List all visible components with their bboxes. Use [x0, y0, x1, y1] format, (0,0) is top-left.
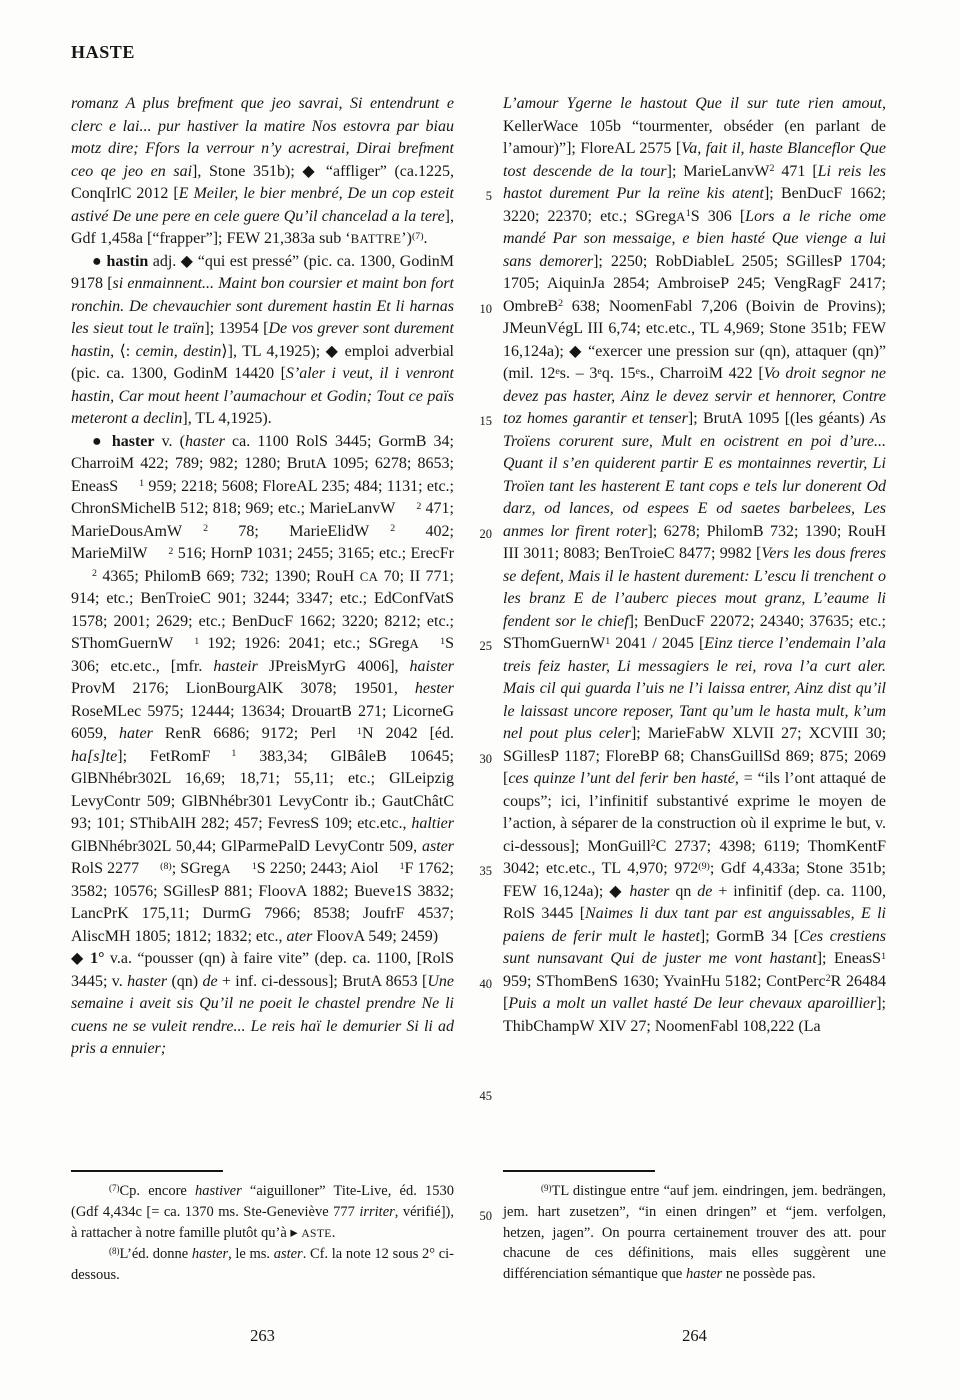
gutter-line-number: 45	[479, 1089, 492, 1103]
gutter-line-number: 50	[479, 1209, 492, 1223]
gutter-line-number: 40	[479, 977, 492, 991]
footnote-separator	[71, 1170, 223, 1172]
left-page-number: 263	[250, 1326, 275, 1345]
footnote-7: (7)Cp. encore hastiver “aiguilloner” Tite-Live, éd. 1530 (Gdf 4,434c [= ca. 1370 ms. Ste-Geneviève 777 irriter, vérifié]), à rattacher à notre famille plutôt qu’à ▸ ASTE.	[71, 1182, 455, 1241]
footnote-8: (8)L’éd. donne haster, le ms. aster. Cf. la note 12 sous 2° ci-dessous.	[71, 1246, 454, 1284]
right-continuation-paragraph: L’amour Ygerne le hastout Que il sur tute rien amout, KellerWace 105b “tourmenter, obséder (en parlant de l’amour)”]; FloreAL 2575 [Va, fait il, haste Blanceflor Que tost descende de la tour]; MarieLanvW2 471 [Li reis les hastot durement Pur la reïne kis atent]; BenDucF 1662; 3220; 22370; etc.; SGregA1S 306 [Lors a le riche ome mandé Par son messaige, e bien hasté Que vienge a lui sans demorer]; 2250; RobDiableL 2505; SGillesP 1704; 1705; AiquinJa 2854; AmbroiseP 245; VengRagF 2417; OmbreB2 638; NoomenFabl 7,206 (Boivin de Provins); JMeunVégL III 6,74; etc.etc., TL 4,969; Stone 351b; FEW 16,124a); ◆ “exercer une pression sur (qn), attaquer (qn)” (mil. 12es. – 3eq. 15es., CharroiM 422 [Vo droit segnor ne devez pas haster, Ainz le devez servir et hennorer, Contre toz homes garantir et tenser]; BrutA 1095 [(les géants) As Troïens corurent sure, Mult en ocistrent en poi d’ure... Quant il s’en quiderent partir E es montainnes revertir, Li Troïen tant les hasterent E tant cops e tels lur donerent Od darz, od lances, od espees E od saetes barbelees, Les anmes lor firent roter]; 6278; PhilomB 732; 1390; RouH III 3011; 8083; BenTroieC 8477; 9982 [Vers les dous freres se defent, Mais il le hastent durement: L’escu li trenchent o les branz E de l’auberc pieces mout granz, L’eaume li fendent sor le chief]; BenDucF 22072; 24340; 37635; etc.; SThomGuernW1 2041 / 2045 [Einz tierce l’endemain l’ala treis feiz haster, Li messagiers le rei, rova l’a curt aler. Mais cil qui guarda l’uis ne l’i laissa entrer, Ainz dist qu’il le laissast uncore reposer, Tant qu’um le hasta mult, k’um nel pout plus celer]; MarieFabW XLVII 27; XCVIII 30; SGillesP 1187; FloreBP 68; ChansGuillSd 869; 875; 2069 [ces quinze l’unt del ferir ben hasté, = “ils l’ont attaqué de coups”; ici, l’infinitif substantivé exprime le moyen de l’action, à séparer de la construction où il exprime le but, v. ci-dessous]; MonGuill2C 2737; 4398; 6119; ThomKentF 3042; etc.etc., TL 4,970; 972(9); Gdf 4,433a; Stone 351b; FEW 16,124a); ◆ haster qn de + infinitif (dep. ca. 1100, RolS 3445 [Naimes li dux tant par est anguissables, E li paiens de ferir mult le hastet]; GormB 34 [Ces crestiens sunt nunsavant Qui de juster me vont hastant]; EneasS1 959; SThomBenS 1630; YvainHu 5182; ContPerc2R 26484 [Puis a molt un vallet hasté De leur chevaux aparoillier]; ThibChampW XIV 27; NoomenFabl 108,222 (La	[503, 95, 886, 1035]
gutter-line-number: 35	[479, 864, 492, 878]
entry-haster: ● haster v. (haster ca. 1100 RolS 3445; GormB 34; CharroiM 422; 789; 982; 1280; BrutA 1095; 6278; 8653; EneasS 1 959; 2218; 5608; FloreAL 235; 484; 1131; etc.; ChronSMichelB 512; 818; 969; etc.; MarieLanvW 2 471; MarieDousAmW 2 78; MarieElidW 2 402; MarieMilW 2 516; HornP 1031; 2455; 3165; etc.; ErecFr2 4365; PhilomB 669; 732; 1390; RouH CA 70; II 771; 914; etc.; BenTroieC 901; 3244; 3347; etc.; EdConfVatS 1578; 2001; 2629; etc.; BenDucF 1662; 3220; 8212; etc.; SThomGuernW 1 192; 1926: 2041; etc.; SGregA 1S 306; etc.etc., [mfr. hasteir JPreisMyrG 4006], haister ProvM 2176; LionBourgAlK 3078; 19501, hester RoseMLec 5975; 12444; 13634; DrouartB 271; LicorneG 6059, hater RenR 6686; 9172; Perl 1N 2042 [éd. ha[s]te]; FetRomF 1 383,34; GlBâleB 10645; GlBNhébr302L 16,69; 18,71; 55,11; etc.; GlLeipzig LevyContr 509; GlBNhébr301 LevyContr ib.; GautChâtC 93; 101; SThibAlH 282; 457; FevresS 109; etc.etc., haltier GlBNhébr302L 50,44; GlParmePalD LevyContr 509, aster RolS 2277 (8); SGregA 1S 2250; 2443; Aiol 1F 1762; 3582; 10576; SGillesP 881; FloovA 1882; Bueve1S 3832; LancPrK 175,11; DurmG 7966; 8538; JoufrF 4537; AliscMH 1805; 1812; 1832; etc., ater FloovA 549; 2459)	[71, 432, 454, 945]
footnote-separator	[503, 1170, 655, 1172]
gutter-line-number: 25	[479, 639, 492, 653]
entry-hastin: ● hastin adj. ◆ “qui est pressé” (pic. ca. 1300, GodinM 9178 [si enmainnent... Maint bon coursier et maint bon fort ronchin. De chevauchier sont durement hastin Et li harnas les sieut tout le traïn]; 13954 [De vos grever sont durement hastin, ⟨: cemin, destin⟩], TL 4,1925); ◆ emploi adverbial (pic. ca. 1300, GodinM 14420 [S’aler i veut, il i venront hastin, Car mout heent l’aumachour et Godin; Tout ce païs meteront a declin], TL 4,1925).	[71, 252, 454, 427]
left-column	[71, 93, 454, 1155]
gutter-line-number: 10	[479, 302, 492, 316]
gutter-line-number: 5	[485, 189, 492, 203]
sense-1-paragraph: ◆ 1° v.a. “pousser (qn) à faire vite” (dep. ca. 1100, [RolS 3445; v. haster (qn) de + inf. ci-dessous]; BrutA 8653 [Une semaine i aveit sis Qu’il ne poeit le chastel prendre Ne li cuens ne se vuleit rendre... Le reis haï le demurier Si li ad pris a ennuier;	[71, 950, 454, 1057]
right-footnote-list	[503, 1181, 886, 1285]
left-footnote-list	[71, 1181, 454, 1286]
right-footnotes	[503, 1170, 886, 1285]
gutter-line-number: 15	[479, 414, 492, 428]
gutter-line-number: 20	[479, 527, 492, 541]
right-page-number: 264	[682, 1326, 707, 1345]
right-column	[503, 93, 886, 1155]
gutter-line-number: 30	[479, 752, 492, 766]
continuation-paragraph: romanz A plus brefment que jeo savrai, Si entendrunt e clerc e lai... pur hastiver la matire Nos estovra par biau motz dire; Ffors la verrour n’y acrestrai, Dirai brefment ceo qe jeo en sai], Stone 351b); ◆ “affliger” (ca.1225, ConqIrlC 2012 [E Meiler, le bier menbré, De un cop esteit astivé De une pere en cele guere Qu’il chancelad a la tere], Gdf 1,458a [“frapper”]; FEW 21,383a sub ‘BATTRE’)(7).	[71, 95, 454, 247]
gutter-line-numbers	[458, 0, 492, 1400]
footnote-9: (9)TL distingue entre “auf jem. eindringen, jem. bedrängen, jem. hart zusetzen”, “in einen dringen” et “jem. verfolgen, hetzen, jagen”. On pourra certainement trouver des att. pour chacune de ces définitions, mais elles suggèrent une différenciation sémantique que haster ne possède pas.	[503, 1182, 886, 1283]
left-footnotes	[71, 1170, 454, 1286]
running-head: HASTE	[71, 42, 136, 62]
